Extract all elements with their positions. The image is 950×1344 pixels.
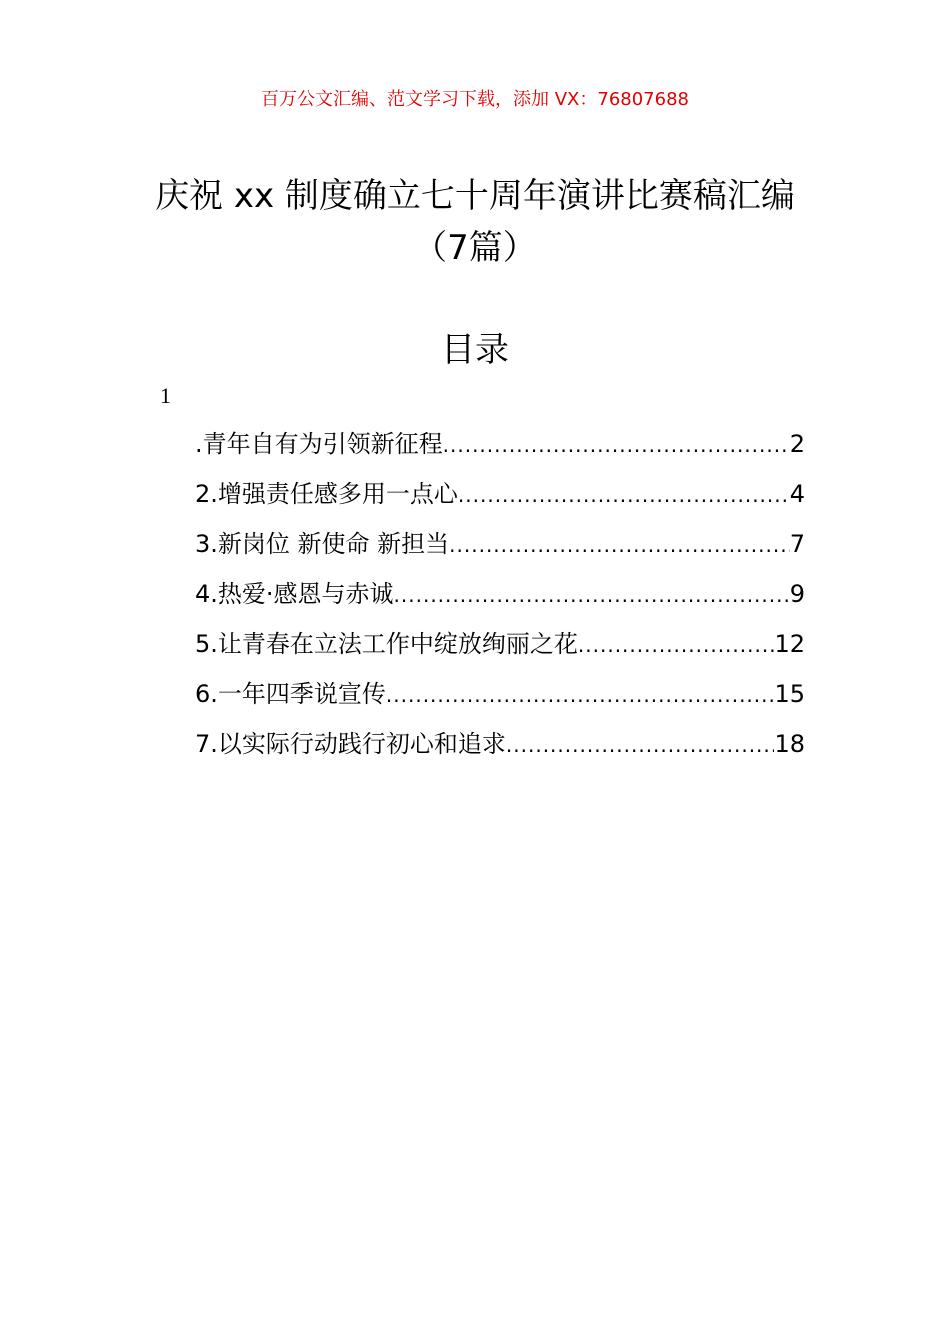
- toc-item[interactable]: [195, 525, 805, 575]
- document-title: [0, 170, 950, 274]
- document-title-line-1: 庆祝 xx 制度确立七十周年演讲比赛稿汇编: [155, 176, 795, 216]
- toc-item[interactable]: [195, 625, 805, 675]
- toc-item-title: 2.增强责任感多用一点心: [195, 480, 458, 508]
- toc-item[interactable]: [195, 575, 805, 625]
- toc-dot-leader: [506, 726, 775, 764]
- toc-dot-leader: [386, 676, 775, 714]
- toc-dot-leader: [458, 476, 790, 514]
- toc-item-page: 18: [774, 730, 805, 758]
- toc-heading: 目录: [441, 330, 509, 370]
- toc-item-page: 12: [774, 630, 805, 658]
- toc-item-title: 5.让青春在立法工作中绽放绚丽之花: [195, 630, 578, 658]
- toc-item-title: 6.一年四季说宣传: [195, 680, 386, 708]
- toc-item-title: .青年自有为引领新征程: [195, 430, 443, 458]
- toc-item-title: 7.以实际行动践行初心和追求: [195, 730, 506, 758]
- toc-item-page: 9: [789, 580, 805, 608]
- toc-item[interactable]: [195, 675, 805, 725]
- toc-item[interactable]: [195, 475, 805, 525]
- toc-item-page: 2: [789, 430, 805, 458]
- toc-dot-leader: [578, 626, 775, 664]
- toc-item[interactable]: [195, 425, 805, 475]
- toc-item-page: 4: [789, 480, 805, 508]
- toc-item-page: 15: [774, 680, 805, 708]
- document-title-line-2: （7篇）: [413, 228, 537, 268]
- toc-item-page: 7: [789, 530, 805, 558]
- toc-item-title: 4.热爱·感恩与赤诚: [195, 580, 394, 608]
- toc-dot-leader: [394, 576, 790, 614]
- stray-number: 1: [160, 383, 171, 408]
- toc-dot-leader: [449, 526, 790, 564]
- toc-item[interactable]: [195, 725, 805, 775]
- header-contact-note: 百万公文汇编、范文学习下载，添加 VX：76807688: [261, 89, 689, 110]
- table-of-contents: [195, 425, 805, 775]
- toc-dot-leader: [443, 426, 790, 464]
- toc-item-title: 3.新岗位 新使命 新担当: [195, 530, 450, 558]
